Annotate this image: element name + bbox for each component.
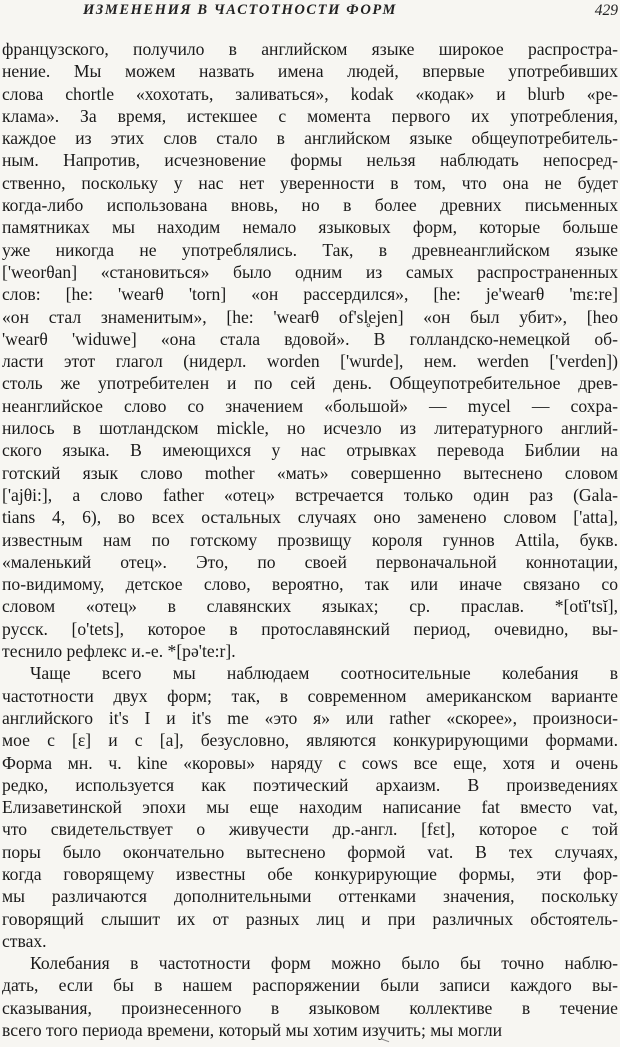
text-line: нилось в шотландском mickle, но исчезло из литературного англий- <box>2 418 618 439</box>
text-line: готский язык слово mother «мать» совершенно вытеснено словом <box>2 462 618 483</box>
text-line: слова chortle «хохотать, заливаться», kodak «кодак» и blurb «ре- <box>2 83 618 104</box>
text-line: сказывания, произнесенного в языковом коллективе в течение <box>2 997 618 1018</box>
text-line: когда говорящему известны обе конкурирующие формы, эти фор- <box>2 863 618 884</box>
text-line: ского языка. В имеющихся у нас отрывках перевода Библии на <box>2 440 618 461</box>
text-line: «он стал знаменитым», [he: 'wearθ of'sl̥ejen] «он был убит», [heo <box>2 306 618 327</box>
body-text <box>2 38 618 1041</box>
text-line: редко, используется как поэтический архаизм. В произведениях <box>2 774 618 795</box>
text-line: что свидетельствует о живучести др.-англ. [fɛt], которое с той <box>2 819 618 840</box>
text-line: французского, получило в английском языке широкое распростра- <box>2 39 618 59</box>
text-line: нение. Мы можем назвать имена людей, впервые употребивших <box>2 61 618 82</box>
text-line: памятниках мы находим немало языковых форм, которые больше <box>2 217 618 238</box>
page-header <box>0 2 620 24</box>
text-line: словом «отец» в славянских языках; ср. праслав. *[otĭ'tsĭ], <box>2 596 618 617</box>
text-line: столь же употребителен и по сей день. Общеупотребительное древ- <box>2 373 618 394</box>
text-line: ственно, поскольку у нас нет уверенности в том, что она не будет <box>2 172 618 193</box>
text-line: дать, если бы в нашем распоряжении были записи каждого вы- <box>2 975 618 996</box>
text-line: Чаще всего мы наблюдаем соотносительные колебания в <box>30 663 618 684</box>
paragraph <box>2 662 618 952</box>
text-line: мое с [ɛ] и с [a], безусловно, являются конкурирующими формами. <box>2 730 618 751</box>
text-line: русск. [o'tets], которое в протославянский период, очевидно, вы- <box>2 618 618 639</box>
text-line: когда-либо использована вновь, но в более древних письменных <box>2 195 618 216</box>
paragraph <box>2 952 618 1041</box>
text-line: всего того периода времени, который мы хотим изучить; мы могли <box>2 1020 503 1041</box>
text-line: ным. Напротив, исчезновение формы нельзя наблюдать непосред- <box>2 150 618 171</box>
text-line: мы различаются дополнительными оттенками значения, поскольку <box>2 886 618 907</box>
text-line: уже никогда не употреблялись. Так, в древнеанглийском языке <box>2 239 618 260</box>
text-line: tians 4, 6), во всех остальных случаях оно заменено словом ['atta], <box>2 507 618 528</box>
text-line: ствах. <box>2 930 47 951</box>
text-line: «маленький отец». Это, по своей первоначальной коннотации, <box>2 551 618 572</box>
text-line: клама». За время, истекшее с момента первого их употребления, <box>2 105 618 126</box>
text-line: Колебания в частотности форм можно было бы точно наблю- <box>30 953 618 974</box>
paragraph <box>2 38 618 662</box>
text-line: поры было окончательно вытеснено формой vat. В тех случаях, <box>2 841 618 862</box>
text-line: говорящий слышит их от разных лиц и при различных обстоятель- <box>2 908 618 929</box>
text-line: неанглийское слово со значением «большой» — mycel — сохра- <box>2 395 618 416</box>
running-title: ИЗМЕНЕНИЯ В ЧАСТОТНОСТИ ФОРМ <box>83 2 397 18</box>
text-line: английского it's I и it's me «это я» или rather «скорее», произноси- <box>2 707 618 728</box>
text-line: ласти этот глагол (нидерл. worden ['wurde], нем. werden ['verden]) <box>2 351 618 372</box>
text-line: теснило рефлекс и.-е. *[pə'te:r]. <box>2 641 236 662</box>
text-line: Форма мн. ч. kine «коровы» наряду с cows все еще, хотя и очень <box>2 752 618 773</box>
text-line: известным нам по готскому прозвищу короля гуннов Attila, букв. <box>2 529 618 550</box>
text-line: частотности двух форм; так, в современном американском варианте <box>2 685 618 706</box>
text-line: Елизаветинской эпохи мы еще находим написание fat вместо vat, <box>2 797 618 818</box>
text-line: каждое из этих слов стало в английском языке общеупотребитель- <box>2 128 618 149</box>
page-number: 429 <box>594 2 618 19</box>
text-line: 'wearθ 'widuwe] «она стала вдовой». В голландско-немецкой об- <box>2 328 618 349</box>
text-line: ['ajθi:], а слово father «отец» встречается только один раз (Gala- <box>2 484 618 505</box>
text-line: слов: [he: 'wearθ 'torn] «он рассердился», [he: je'wearθ 'mɛ:re] <box>2 284 618 305</box>
text-line: ['weorθan] «становиться» было одним из самых распространенных <box>2 261 618 282</box>
text-line: по-видимому, детское слово, вероятно, так или иначе связано со <box>2 574 618 595</box>
